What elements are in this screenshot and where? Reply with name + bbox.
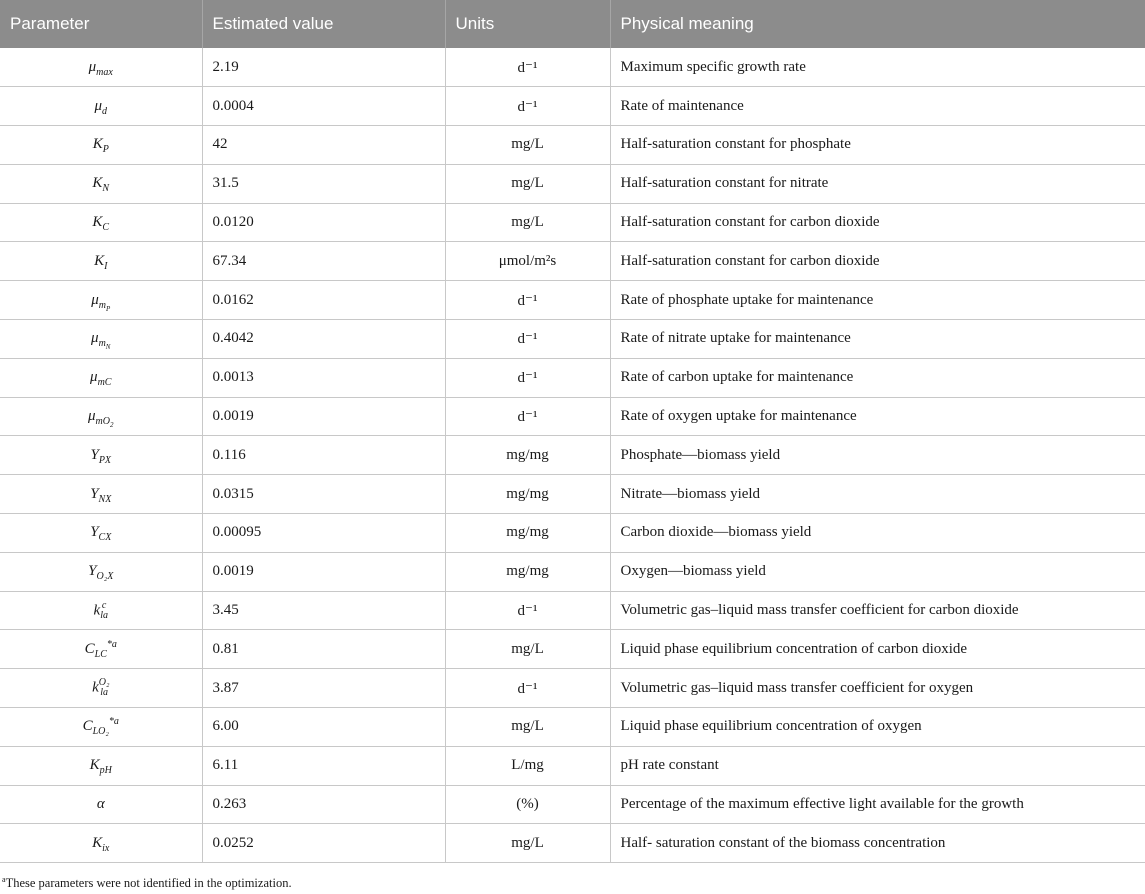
table-row [0,630,1145,669]
parameter-symbol: K [89,757,100,774]
parameter-subscript: O₂X [96,571,114,583]
parameter-subscript: mO2 [95,416,114,430]
parameter-cell [0,281,202,320]
parameter-symbol: μ [94,97,103,114]
parameter-superscript: c [101,599,107,611]
parameter-sub-subscript: P [105,304,111,313]
units-cell: L/mg [445,746,610,785]
footnote-text: These parameters were not identified in the optimization. [5,876,292,890]
value-cell: 6.11 [202,746,445,785]
table-row [0,552,1145,591]
table-row [0,824,1145,863]
footnote [2,876,292,891]
parameter-subscript: PX [98,454,112,466]
parameter-subscript: NX [98,493,112,505]
units-cell: mg/L [445,630,610,669]
meaning-cell: Rate of phosphate uptake for maintenance [610,281,1145,320]
meaning-cell: Half-saturation constant for phosphate [610,126,1145,165]
parameter-cell [0,708,202,747]
value-cell: 31.5 [202,164,445,203]
parameter-symbol: μ [91,330,99,347]
meaning-cell: Half-saturation constant for carbon dioxide [610,203,1145,242]
parameter-cell [0,669,202,708]
parameter-cell [0,436,202,475]
parameter-symbol: μ [88,58,97,75]
meaning-cell: Rate of carbon uptake for maintenance [610,358,1145,397]
parameter-subscript: la [100,687,108,699]
table-row [0,669,1145,708]
parameter-sub-subscript: 2 [109,421,114,430]
parameter-cell [0,785,202,824]
value-cell: 0.0019 [202,552,445,591]
parameter-symbol: K [92,834,103,851]
table-row [0,320,1145,359]
parameter-subscript: CX [98,532,112,544]
parameter-subscript: N [102,183,110,195]
parameter-subscript: pH [99,765,112,777]
units-cell: d⁻¹ [445,87,610,126]
header-value: Estimated value [202,0,445,48]
parameter-superscript: O₂ [98,677,110,689]
value-cell: 42 [202,126,445,165]
parameter-cell [0,203,202,242]
parameter-symbol: Y [90,485,99,502]
parameter-subscript: mP [98,299,111,313]
units-cell: mg/mg [445,514,610,553]
units-cell: mg/L [445,708,610,747]
value-cell: 2.19 [202,48,445,87]
meaning-cell: Nitrate—biomass yield [610,475,1145,514]
table-row [0,785,1145,824]
header-row [0,0,1145,48]
units-cell: d⁻¹ [445,358,610,397]
meaning-cell: Liquid phase equilibrium concentration of carbon dioxide [610,630,1145,669]
parameter-cell [0,48,202,87]
value-cell: 0.0120 [202,203,445,242]
table-row [0,746,1145,785]
parameter-script-stack [99,678,110,698]
table-row [0,475,1145,514]
parameter-symbol: μ [90,369,98,386]
value-cell: 6.00 [202,708,445,747]
meaning-cell: Half- saturation constant of the biomass concentration [610,824,1145,863]
footnote-marker: a [2,874,6,884]
units-cell: d⁻¹ [445,591,610,630]
parameter-subscript: LO₂ [92,726,109,738]
units-cell: d⁻¹ [445,669,610,708]
parameter-superscript: *a [106,638,117,650]
parameter-symbol: C [84,640,95,657]
table-row [0,397,1145,436]
table-row [0,164,1145,203]
parameter-symbol: K [92,175,103,192]
value-cell: 0.4042 [202,320,445,359]
units-cell: (%) [445,785,610,824]
meaning-cell: Oxygen—biomass yield [610,552,1145,591]
value-cell: 0.0162 [202,281,445,320]
parameter-cell [0,320,202,359]
table-row [0,708,1145,747]
meaning-cell: Rate of nitrate uptake for maintenance [610,320,1145,359]
parameter-cell [0,126,202,165]
table-row [0,87,1145,126]
units-cell: mg/L [445,203,610,242]
parameter-symbol: α [96,796,105,813]
value-cell: 0.0004 [202,87,445,126]
value-cell: 0.0315 [202,475,445,514]
units-cell: μmol/m²s [445,242,610,281]
units-cell: d⁻¹ [445,48,610,87]
meaning-cell: Liquid phase equilibrium concentration of oxygen [610,708,1145,747]
header-meaning: Physical meaning [610,0,1145,48]
table-body [0,48,1145,863]
meaning-cell: pH rate constant [610,746,1145,785]
parameter-symbol: μ [91,291,99,308]
meaning-cell: Carbon dioxide—biomass yield [610,514,1145,553]
table-row [0,203,1145,242]
units-cell: mg/mg [445,475,610,514]
table-row [0,48,1145,87]
parameter-cell [0,87,202,126]
parameter-subscript: la [100,609,108,621]
units-cell: mg/L [445,824,610,863]
parameter-subscript: LC [94,648,107,660]
meaning-cell: Volumetric gas–liquid mass transfer coefficient for carbon dioxide [610,591,1145,630]
meaning-cell: Half-saturation constant for carbon dioxide [610,242,1145,281]
meaning-cell: Percentage of the maximum effective light available for the growth [610,785,1145,824]
parameter-subscript: ix [102,842,110,854]
parameter-symbol: k [93,601,101,618]
table-row [0,358,1145,397]
table-row [0,281,1145,320]
parameter-subscript: max [96,66,113,78]
parameter-subscript: C [102,222,110,234]
value-cell: 0.0013 [202,358,445,397]
parameter-cell [0,164,202,203]
value-cell: 0.0019 [202,397,445,436]
header-units: Units [445,0,610,48]
parameter-cell [0,630,202,669]
value-cell: 0.0252 [202,824,445,863]
value-cell: 0.81 [202,630,445,669]
parameter-cell [0,514,202,553]
value-cell: 3.87 [202,669,445,708]
parameter-cell [0,591,202,630]
value-cell: 67.34 [202,242,445,281]
parameter-symbol: μ [88,408,96,425]
parameter-cell [0,552,202,591]
parameter-symbol: K [92,136,103,153]
units-cell: mg/L [445,164,610,203]
units-cell: d⁻¹ [445,281,610,320]
parameter-cell [0,358,202,397]
value-cell: 0.00095 [202,514,445,553]
table-row [0,436,1145,475]
parameter-symbol: C [82,718,93,735]
parameter-subscript: mN [98,338,111,352]
table-row [0,126,1145,165]
parameter-symbol: Y [90,524,99,541]
meaning-cell: Rate of maintenance [610,87,1145,126]
parameter-symbol: K [94,252,105,269]
units-cell: d⁻¹ [445,320,610,359]
table-row [0,591,1145,630]
parameter-symbol: k [92,679,99,696]
table-row [0,242,1145,281]
parameter-cell [0,824,202,863]
units-cell: mg/mg [445,552,610,591]
units-cell: mg/mg [445,436,610,475]
parameter-subscript: P [102,144,109,156]
meaning-cell: Volumetric gas–liquid mass transfer coefficient for oxygen [610,669,1145,708]
table-row [0,514,1145,553]
value-cell: 0.116 [202,436,445,475]
parameter-cell [0,397,202,436]
value-cell: 3.45 [202,591,445,630]
parameter-subscript: d [102,105,108,117]
units-cell: d⁻¹ [445,397,610,436]
meaning-cell: Phosphate—biomass yield [610,436,1145,475]
parameter-cell [0,475,202,514]
parameter-sub-subscript: N [105,343,111,352]
meaning-cell: Rate of oxygen uptake for maintenance [610,397,1145,436]
units-cell: mg/L [445,126,610,165]
parameter-symbol: K [92,214,103,231]
parameter-superscript: *a [108,716,119,728]
parameter-subscript: mC [97,377,112,389]
parameter-symbol: Y [88,563,97,580]
parameter-subscript: I [104,260,108,272]
value-cell: 0.263 [202,785,445,824]
meaning-cell: Maximum specific growth rate [610,48,1145,87]
parameter-script-stack [100,601,108,621]
parameter-cell [0,746,202,785]
header-parameter: Parameter [0,0,202,48]
meaning-cell: Half-saturation constant for nitrate [610,164,1145,203]
parameter-symbol: Y [90,446,99,463]
parameter-cell [0,242,202,281]
